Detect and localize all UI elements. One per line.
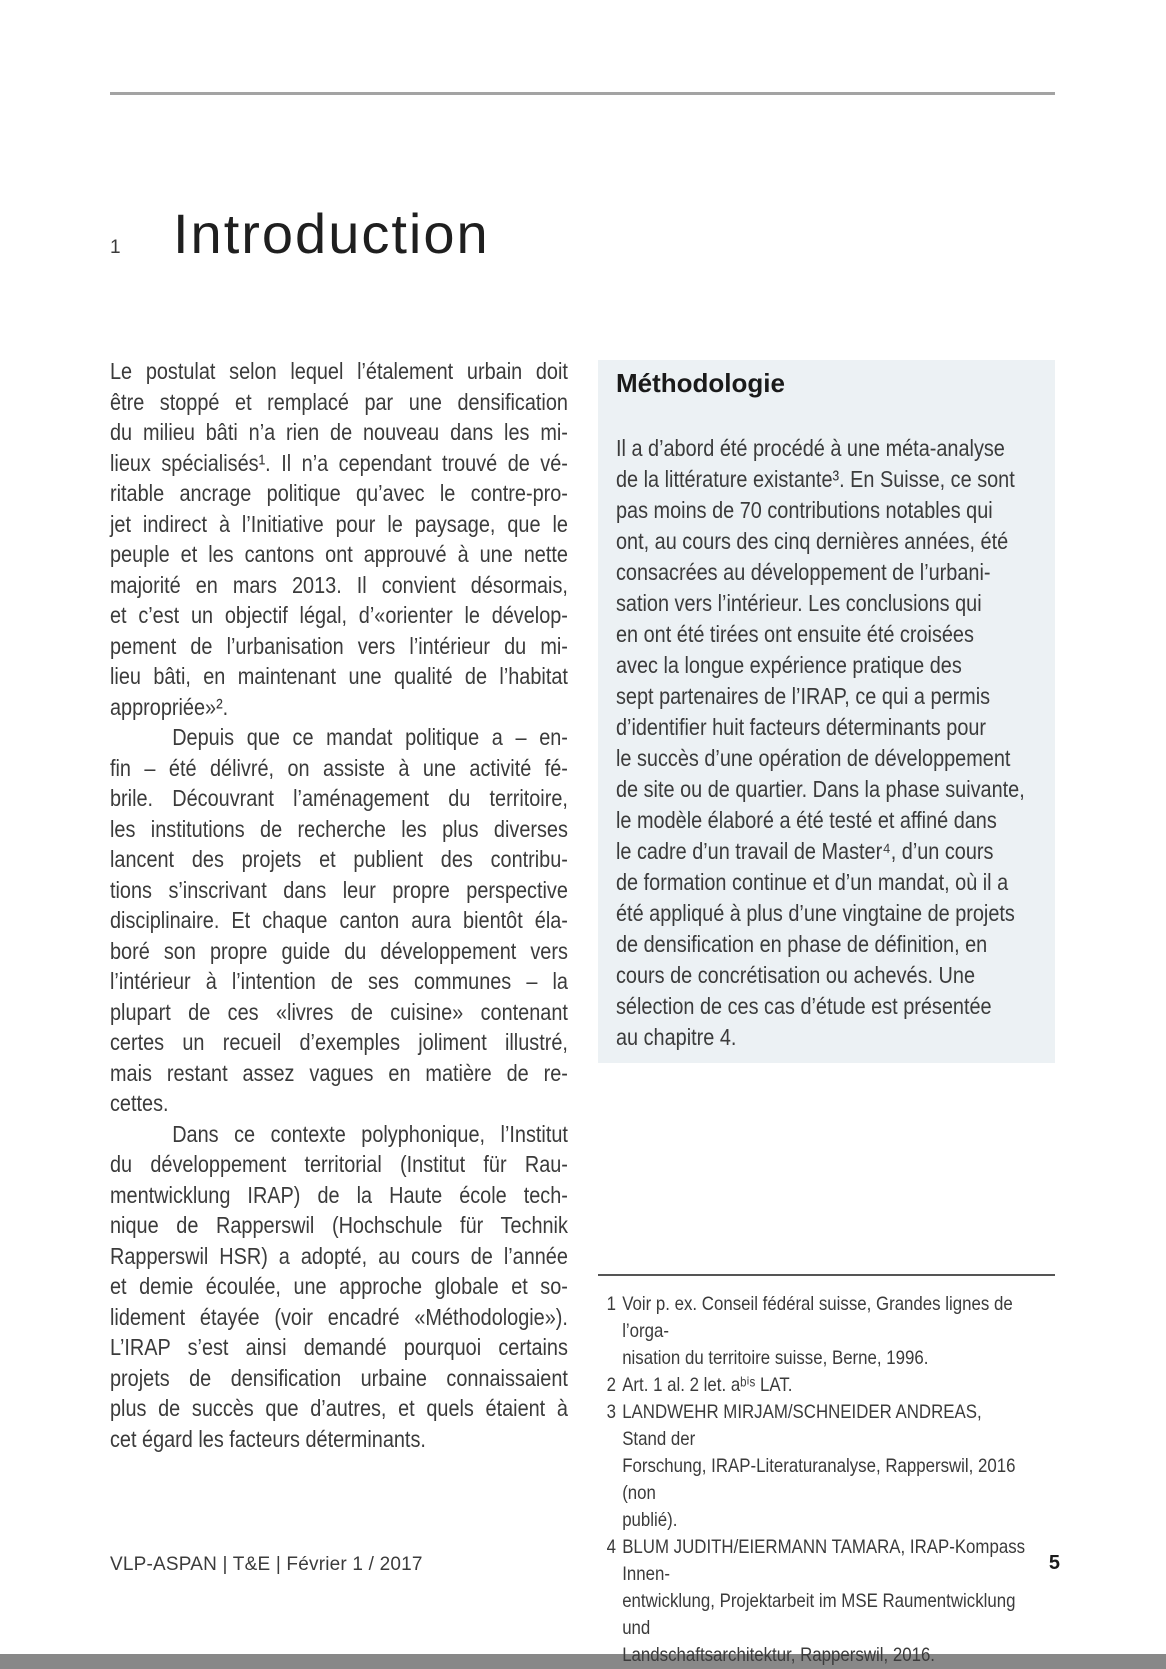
methodology-text-line: de densification en phase de définition, en bbox=[616, 931, 988, 957]
body-text-line: lancent des projets et publient des contribu- bbox=[110, 846, 568, 872]
footnote-text bbox=[622, 1534, 1030, 1669]
body-text-line: plupart de ces «livres de cuisine» contenant bbox=[110, 998, 568, 1025]
footnote-line: nisation du territoire suisse, Berne, 1996. bbox=[622, 1347, 929, 1369]
body-text-line: lieux spécialisés¹. Il n’a cependant trouvé de vé- bbox=[110, 449, 568, 476]
body-text-line: majorité en mars 2013. Il convient désormais, bbox=[110, 571, 568, 598]
methodology-text-line: sept partenaires de l’IRAP, ce qui a permis bbox=[616, 683, 991, 709]
body-text-line: certes un recueil d’exemples joliment illustré, bbox=[110, 1029, 568, 1055]
footnote-line: Art. 1 al. 2 let. aᵇⁱˢ LAT. bbox=[622, 1374, 793, 1396]
methodology-text-line: sation vers l’intérieur. Les conclusions qui bbox=[616, 590, 982, 616]
body-text-line: cet égard les facteurs déterminants. bbox=[110, 1425, 426, 1452]
methodology-text-line: en ont été tirées ont ensuite été croisées bbox=[616, 621, 974, 647]
body-text-line: jet indirect à l’Initiative pour le paysage, que le bbox=[110, 510, 568, 537]
page-number: 5 bbox=[1048, 1552, 1060, 1574]
footnote-number: 4 bbox=[606, 1536, 617, 1558]
body-text-line: lidement étayée (voir encadré «Méthodologie»). bbox=[110, 1303, 568, 1330]
methodology-text-line: le modèle élaboré a été testé et affiné dans bbox=[616, 807, 997, 833]
chapter-number: 1 bbox=[110, 237, 121, 258]
methodology-text-line: Il a d’abord été procédé à une méta-analyse bbox=[616, 435, 1005, 461]
body-text-line: appropriée»². bbox=[110, 693, 229, 720]
top-rule bbox=[110, 92, 1055, 95]
methodology-box bbox=[598, 360, 1055, 1063]
methodology-text-line: de site ou de quartier. Dans la phase suivante, bbox=[616, 776, 1025, 802]
methodology-text-line: au chapitre 4. bbox=[616, 1024, 737, 1050]
body-text-line: mentwicklung IRAP) de la Haute école tech- bbox=[110, 1181, 568, 1208]
methodology-text-line: sélection de ces cas d’étude est présentée bbox=[616, 993, 992, 1019]
methodology-text-line: le succès d’une opération de développement bbox=[616, 745, 1011, 771]
footnote-line: Forschung, IRAP-Literaturanalyse, Rapperswil, 2016 (non bbox=[622, 1455, 1016, 1504]
body-text-line: L’IRAP s’est ainsi demandé pourquoi certains bbox=[110, 1334, 568, 1360]
footnotes-list bbox=[598, 1291, 1030, 1669]
body-text-line: cettes. bbox=[110, 1090, 169, 1116]
footnote bbox=[598, 1399, 1030, 1534]
journal-footer: VLP-ASPAN | T&E | Février 1 / 2017 bbox=[110, 1554, 423, 1575]
methodology-text-line: ont, au cours des cinq dernières années, été bbox=[616, 528, 1009, 554]
methodology-box-title: Méthodologie bbox=[616, 368, 785, 398]
body-text-line: brile. Découvrant l’aménagement du territoire, bbox=[110, 785, 568, 811]
page-title: Introduction bbox=[173, 202, 490, 265]
body-text-line: Dans ce contexte polyphonique, l’Institut bbox=[172, 1120, 568, 1147]
footnote-number: 1 bbox=[606, 1293, 617, 1315]
body-text-line: pement de l’urbanisation vers l’intérieur du mi- bbox=[110, 632, 568, 659]
footnote-line: LANDWEHR MIRJAM/SCHNEIDER ANDREAS, Stand der bbox=[622, 1401, 982, 1450]
footnote-line: Landschaftsarchitektur, Rapperswil, 2016. bbox=[622, 1644, 936, 1666]
body-text-line: Rapperswil HSR) a adopté, au cours de l’année bbox=[110, 1242, 568, 1269]
footnote bbox=[598, 1534, 1030, 1669]
body-text-line: Depuis que ce mandat politique a – en- bbox=[172, 724, 568, 750]
footnote-text bbox=[622, 1372, 1030, 1399]
methodology-text-line: de la littérature existante³. En Suisse, ce sont bbox=[616, 466, 1015, 492]
footnote-line: BLUM JUDITH/EIERMANN TAMARA, IRAP-Kompass Innen- bbox=[622, 1536, 1026, 1585]
footnote-text bbox=[622, 1291, 1030, 1372]
body-text-line: du milieu bâti n’a rien de nouveau dans les mi- bbox=[110, 419, 568, 445]
body-text-line: et demie écoulée, une approche globale et so- bbox=[110, 1273, 568, 1299]
body-text-line: boré son propre guide du développement vers bbox=[110, 937, 568, 964]
body-text-line: les institutions de recherche les plus diverses bbox=[110, 815, 568, 842]
methodology-text-line: pas moins de 70 contributions notables qui bbox=[616, 497, 993, 523]
methodology-text-line: consacrées au développement de l’urbani- bbox=[616, 559, 991, 585]
chapter-heading bbox=[110, 202, 910, 265]
footnote-number: 3 bbox=[606, 1401, 617, 1423]
footnote-divider bbox=[598, 1274, 1055, 1276]
body-text-line: être stoppé et remplacé par une densification bbox=[110, 388, 568, 415]
footnote-number: 2 bbox=[606, 1374, 617, 1396]
methodology-text-line: le cadre d’un travail de Master⁴, d’un cours bbox=[616, 838, 994, 864]
footnote bbox=[598, 1372, 1030, 1399]
body-text-line: nique de Rapperswil (Hochschule für Technik bbox=[110, 1212, 568, 1238]
methodology-box-body bbox=[616, 433, 1048, 1053]
body-text-line: mais restant assez vagues en matière de re- bbox=[110, 1059, 568, 1086]
methodology-text-line: été appliqué à plus d’une vingtaine de projets bbox=[616, 900, 1015, 926]
body-text-line: du développement territorial (Institut für Rau- bbox=[110, 1151, 568, 1177]
article-body-column bbox=[110, 356, 568, 1454]
body-text-line: fin – été délivré, on assiste à une activité fé- bbox=[110, 754, 568, 781]
methodology-text-line: de formation continue et d’un mandat, où il a bbox=[616, 869, 1009, 895]
body-text-line: lieu bâti, en maintenant une qualité de l’habitat bbox=[110, 663, 568, 689]
methodology-text-line: avec la longue expérience pratique des bbox=[616, 652, 962, 678]
body-text-line: disciplinaire. Et chaque canton aura bientôt éla- bbox=[110, 907, 568, 933]
footnote-line: entwicklung, Projektarbeit im MSE Raumentwicklung und bbox=[622, 1590, 1016, 1639]
body-text-line: et c’est un objectif légal, d’«orienter le dévelop- bbox=[110, 602, 568, 628]
body-text-line: l’intérieur à l’intention de ses communes – la bbox=[110, 968, 568, 994]
body-text-line: plus de succès que d’autres, et quels étaient à bbox=[110, 1395, 568, 1421]
body-text-line: ritable ancrage politique qu’avec le contre-pro- bbox=[110, 480, 568, 506]
footnote-text bbox=[622, 1399, 1030, 1534]
methodology-text-line: cours de concrétisation ou achevés. Une bbox=[616, 962, 976, 988]
footnote-line: publié). bbox=[622, 1509, 678, 1531]
footnote-line: Voir p. ex. Conseil fédéral suisse, Grandes lignes de l’orga- bbox=[622, 1293, 1013, 1342]
methodology-text-line: d’identifier huit facteurs déterminants pour bbox=[616, 714, 987, 740]
footnote bbox=[598, 1291, 1030, 1372]
body-text-line: Le postulat selon lequel l’étalement urbain doit bbox=[110, 358, 568, 384]
body-text-line: projets de densification urbaine connaissaient bbox=[110, 1364, 568, 1391]
body-text-line: tions s’inscrivant dans leur propre perspective bbox=[110, 876, 568, 903]
body-text-line: peuple et les cantons ont approuvé à une nette bbox=[110, 541, 568, 567]
